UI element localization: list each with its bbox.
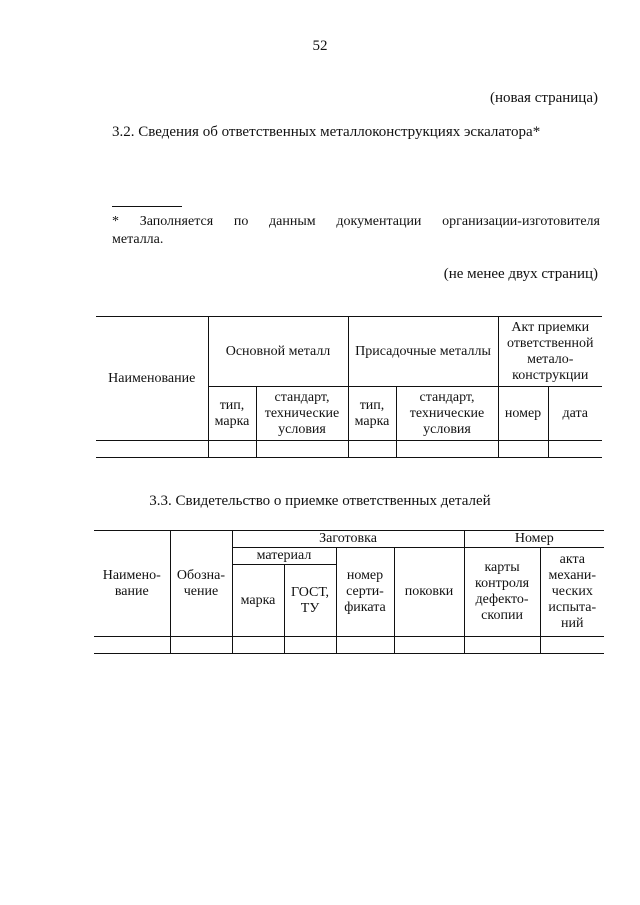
table-cell xyxy=(170,637,232,654)
header-standard-2: стандарт, технические условия xyxy=(396,387,498,441)
metal-structures-table xyxy=(96,316,602,458)
table-cell xyxy=(396,441,498,458)
page-number: 52 xyxy=(312,38,328,54)
header-type-grade-2: тип, марка xyxy=(348,387,396,441)
header-grade: марка xyxy=(232,565,284,637)
new-page-note: (новая страница) xyxy=(489,90,598,106)
footnote-line-1: * Заполняется по данным документации организации-изготовителя xyxy=(112,214,600,229)
table-cell xyxy=(208,441,256,458)
table-row xyxy=(96,441,602,458)
footnote xyxy=(112,213,600,249)
header-cert-number: номер серти-фиката xyxy=(336,548,394,637)
table-cell xyxy=(348,441,396,458)
header-standard: стандарт, технические условия xyxy=(256,387,348,441)
header-defect-card: карты контроля дефекто-скопии xyxy=(464,548,540,637)
section-title-3-2: 3.2. Сведения об ответственных металлоконструкциях эскалатора* xyxy=(112,124,541,140)
section-title-3-3: 3.3. Свидетельство о приемке ответственных деталей xyxy=(149,493,491,509)
table-cell xyxy=(94,637,170,654)
table-cell xyxy=(498,441,548,458)
header-material: материал xyxy=(232,548,336,565)
header-forging: поковки xyxy=(394,548,464,637)
table-cell xyxy=(284,637,336,654)
table-cell xyxy=(336,637,394,654)
header-type-grade: тип, марка xyxy=(208,387,256,441)
table-cell xyxy=(394,637,464,654)
header-name: Наименование xyxy=(96,317,208,441)
table-row xyxy=(94,637,604,654)
header-base-metal: Основной металл xyxy=(208,317,348,387)
parts-acceptance-table xyxy=(94,530,604,654)
header-filler-metals: Присадочные металлы xyxy=(348,317,498,387)
header-number: номер xyxy=(498,387,548,441)
table-cell xyxy=(540,637,604,654)
header-mech-act: акта механи-ческих испыта-ний xyxy=(540,548,604,637)
table-cell xyxy=(548,441,602,458)
table-cell xyxy=(232,637,284,654)
header-acceptance-act: Акт приемки ответственной метало-конструкции xyxy=(498,317,602,387)
header-date: дата xyxy=(548,387,602,441)
header-number-group: Номер xyxy=(464,531,604,548)
table-cell xyxy=(256,441,348,458)
footnote-line-2: металла. xyxy=(112,232,164,247)
header-name: Наимено-вание xyxy=(94,531,170,637)
header-designation: Обозна-чение xyxy=(170,531,232,637)
header-gost: ГОСТ, ТУ xyxy=(284,565,336,637)
table-cell xyxy=(464,637,540,654)
header-blank: Заготовка xyxy=(232,531,464,548)
min-pages-note: (не менее двух страниц) xyxy=(443,266,598,282)
footnote-rule xyxy=(112,206,182,207)
table-cell xyxy=(96,441,208,458)
